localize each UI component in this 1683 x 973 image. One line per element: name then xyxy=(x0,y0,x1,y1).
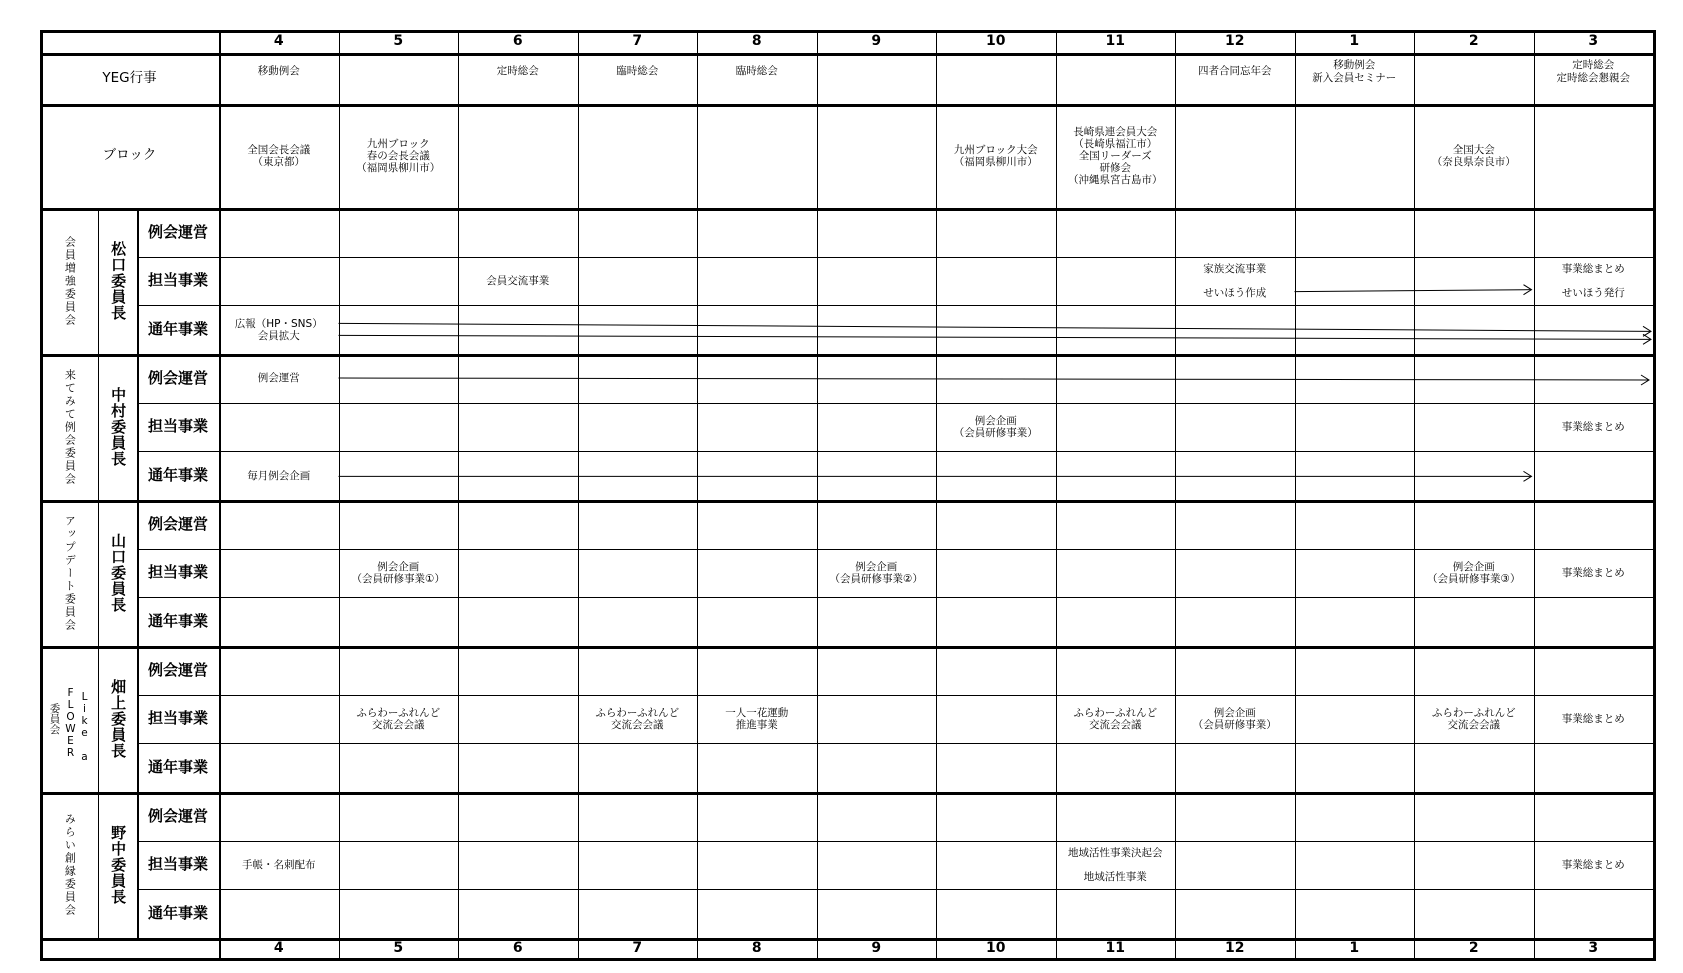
committee-name: アップデート委員会 xyxy=(63,514,77,632)
month-footer: 12 xyxy=(1225,939,1245,956)
schedule-entry: 会員交流事業 xyxy=(486,274,550,287)
continuation-arrow xyxy=(339,375,1650,385)
category-label: 例会運営 xyxy=(147,222,208,241)
continuation-arrow xyxy=(339,323,1652,336)
category-label: 担当事業 xyxy=(147,563,208,582)
committee-name: みらい創縁委員会 xyxy=(63,813,77,917)
band-rule xyxy=(40,646,1653,649)
committee-chair: 中村委員長 xyxy=(109,387,128,467)
block-event: 全国大会 （奈良県奈良市） xyxy=(1431,143,1516,168)
schedule-entry: 例会運営 xyxy=(257,372,300,385)
committee-chair: 畑上委員長 xyxy=(109,679,128,759)
committee-name-part: Like a xyxy=(78,691,91,763)
yeg-event: 定時総会 定時総会懇親会 xyxy=(1556,59,1630,84)
category-label: 通年事業 xyxy=(147,612,208,631)
continuation-arrow xyxy=(1295,285,1532,295)
band-rule xyxy=(40,792,1653,795)
category-label: 通年事業 xyxy=(147,320,208,339)
committee-chair: 松口委員長 xyxy=(109,241,128,321)
continuation-arrow xyxy=(339,334,1652,344)
yeg-event: 臨時総会 xyxy=(735,65,778,78)
schedule-entry: ふらわーふれんど 交流会会議 xyxy=(356,706,441,731)
row-rule xyxy=(137,305,1653,306)
row-rule xyxy=(137,451,1653,452)
month-header: 12 xyxy=(1225,33,1245,50)
category-label: 例会運営 xyxy=(147,660,208,679)
col-rule xyxy=(697,30,698,958)
col-rule xyxy=(1295,30,1296,958)
yeg-event: 移動例会 xyxy=(257,65,300,78)
committee-chair: 山口委員長 xyxy=(109,533,128,613)
row-rule xyxy=(137,597,1653,598)
row-rule xyxy=(137,841,1653,842)
month-header: 1 xyxy=(1349,33,1360,50)
yeg-event: 臨時総会 xyxy=(616,65,659,78)
schedule-entry: 地域活性事業 xyxy=(1083,871,1147,884)
schedule-entry: 毎月例会企画 xyxy=(247,469,311,482)
border-right xyxy=(1653,30,1656,961)
schedule-entry: 家族交流事業 xyxy=(1203,262,1267,275)
category-label: 例会運営 xyxy=(147,368,208,387)
month-header: 11 xyxy=(1105,33,1125,50)
schedule-entry: 例会企画 （会員研修事業） xyxy=(1192,706,1277,731)
col-rule xyxy=(578,30,579,958)
border-bottom xyxy=(40,958,1653,961)
committee-name-part: FLOWER xyxy=(64,687,77,759)
schedule-entry: 事業総まとめ xyxy=(1561,712,1625,725)
schedule-entry: 例会企画 （会員研修事業） xyxy=(953,414,1038,439)
month-footer: 1 xyxy=(1349,939,1360,956)
band-rule xyxy=(40,500,1653,503)
month-footer: 10 xyxy=(986,939,1006,956)
category-label: 担当事業 xyxy=(147,855,208,874)
row-rule xyxy=(137,743,1653,744)
schedule-entry: 手帳・名刺配布 xyxy=(242,858,316,871)
schedule-entry: ふらわーふれんど 交流会会議 xyxy=(595,706,680,731)
yeg-event: 移動例会 新入会員セミナー xyxy=(1312,59,1397,84)
committee-name: 来てみて例会委員会 xyxy=(63,368,77,486)
schedule-entry: 例会企画 （会員研修事業③） xyxy=(1427,560,1521,585)
row-rule xyxy=(137,257,1653,258)
category-label: 通年事業 xyxy=(147,466,208,485)
month-footer: 5 xyxy=(393,939,404,956)
committee-chair: 野中委員長 xyxy=(109,825,128,905)
schedule-entry: 地域活性事業決起会 xyxy=(1068,846,1163,859)
col-rule xyxy=(817,30,818,958)
month-footer: 11 xyxy=(1105,939,1125,956)
schedule-entry: 広報（HP・SNS） 会員拡大 xyxy=(234,317,323,342)
schedule-entry: 事業総まとめ xyxy=(1561,858,1625,871)
block-event: 全国会長会議 （東京都） xyxy=(247,143,311,168)
schedule-entry: ふらわーふれんど 交流会会議 xyxy=(1073,706,1158,731)
month-footer: 9 xyxy=(871,939,882,956)
row-rule xyxy=(137,889,1653,890)
month-header: 10 xyxy=(986,33,1006,50)
schedule-entry: 事業総まとめ xyxy=(1561,262,1625,275)
header-rule xyxy=(40,208,1653,211)
month-header: 9 xyxy=(871,33,882,50)
col-rule xyxy=(458,30,459,958)
month-header: 8 xyxy=(751,33,762,50)
continuation-arrow xyxy=(339,471,1532,481)
committee-name xyxy=(40,646,98,792)
month-footer: 3 xyxy=(1588,939,1599,956)
schedule-entry: ふらわーふれんど 交流会会議 xyxy=(1431,706,1516,731)
col-rule xyxy=(1534,30,1535,958)
month-footer: 8 xyxy=(751,939,762,956)
month-header: 7 xyxy=(632,33,643,50)
schedule-entry: 例会企画 （会員研修事業①） xyxy=(351,560,445,585)
month-header: 2 xyxy=(1468,33,1479,50)
category-label: 例会運営 xyxy=(147,514,208,533)
block-event: 九州ブロック 春の会長会議 （福岡県柳川市） xyxy=(356,137,441,175)
yeg-event: 四者合同忘年会 xyxy=(1198,65,1272,78)
month-header: 5 xyxy=(393,33,404,50)
month-header: 6 xyxy=(512,33,523,50)
month-header: 4 xyxy=(273,33,284,50)
schedule-entry: 一人一花運動 推進事業 xyxy=(725,706,789,731)
month-footer: 2 xyxy=(1468,939,1479,956)
category-label: 通年事業 xyxy=(147,904,208,923)
month-footer: 7 xyxy=(632,939,643,956)
month-header: 3 xyxy=(1588,33,1599,50)
committee-name-part: 委員会 xyxy=(48,703,61,735)
yeg-row-label: YEG行事 xyxy=(102,69,157,86)
category-label: 担当事業 xyxy=(147,271,208,290)
block-event: 九州ブロック大会 （福岡県柳川市） xyxy=(953,143,1038,168)
block-row-label: ブロック xyxy=(102,147,157,164)
schedule-entry: 事業総まとめ xyxy=(1561,420,1625,433)
category-label: 通年事業 xyxy=(147,758,208,777)
category-label: 担当事業 xyxy=(147,417,208,436)
block-event: 長崎県連会員大会 （長崎県福江市） 全国リーダーズ 研修会 （沖縄県宮古島市） xyxy=(1068,125,1163,187)
row-rule xyxy=(137,403,1653,404)
category-label: 例会運営 xyxy=(147,806,208,825)
schedule-entry: せいほう作成 xyxy=(1203,287,1267,300)
schedule-entry: せいほう発行 xyxy=(1561,287,1625,300)
committee-name: 会員増強委員会 xyxy=(63,235,77,327)
month-footer: 4 xyxy=(273,939,284,956)
yeg-event: 定時総会 xyxy=(496,65,539,78)
schedule-entry: 事業総まとめ xyxy=(1561,566,1625,579)
col-rule xyxy=(1175,30,1176,958)
schedule-entry: 例会企画 （会員研修事業②） xyxy=(829,560,923,585)
category-label: 担当事業 xyxy=(147,709,208,728)
month-footer: 6 xyxy=(512,939,523,956)
